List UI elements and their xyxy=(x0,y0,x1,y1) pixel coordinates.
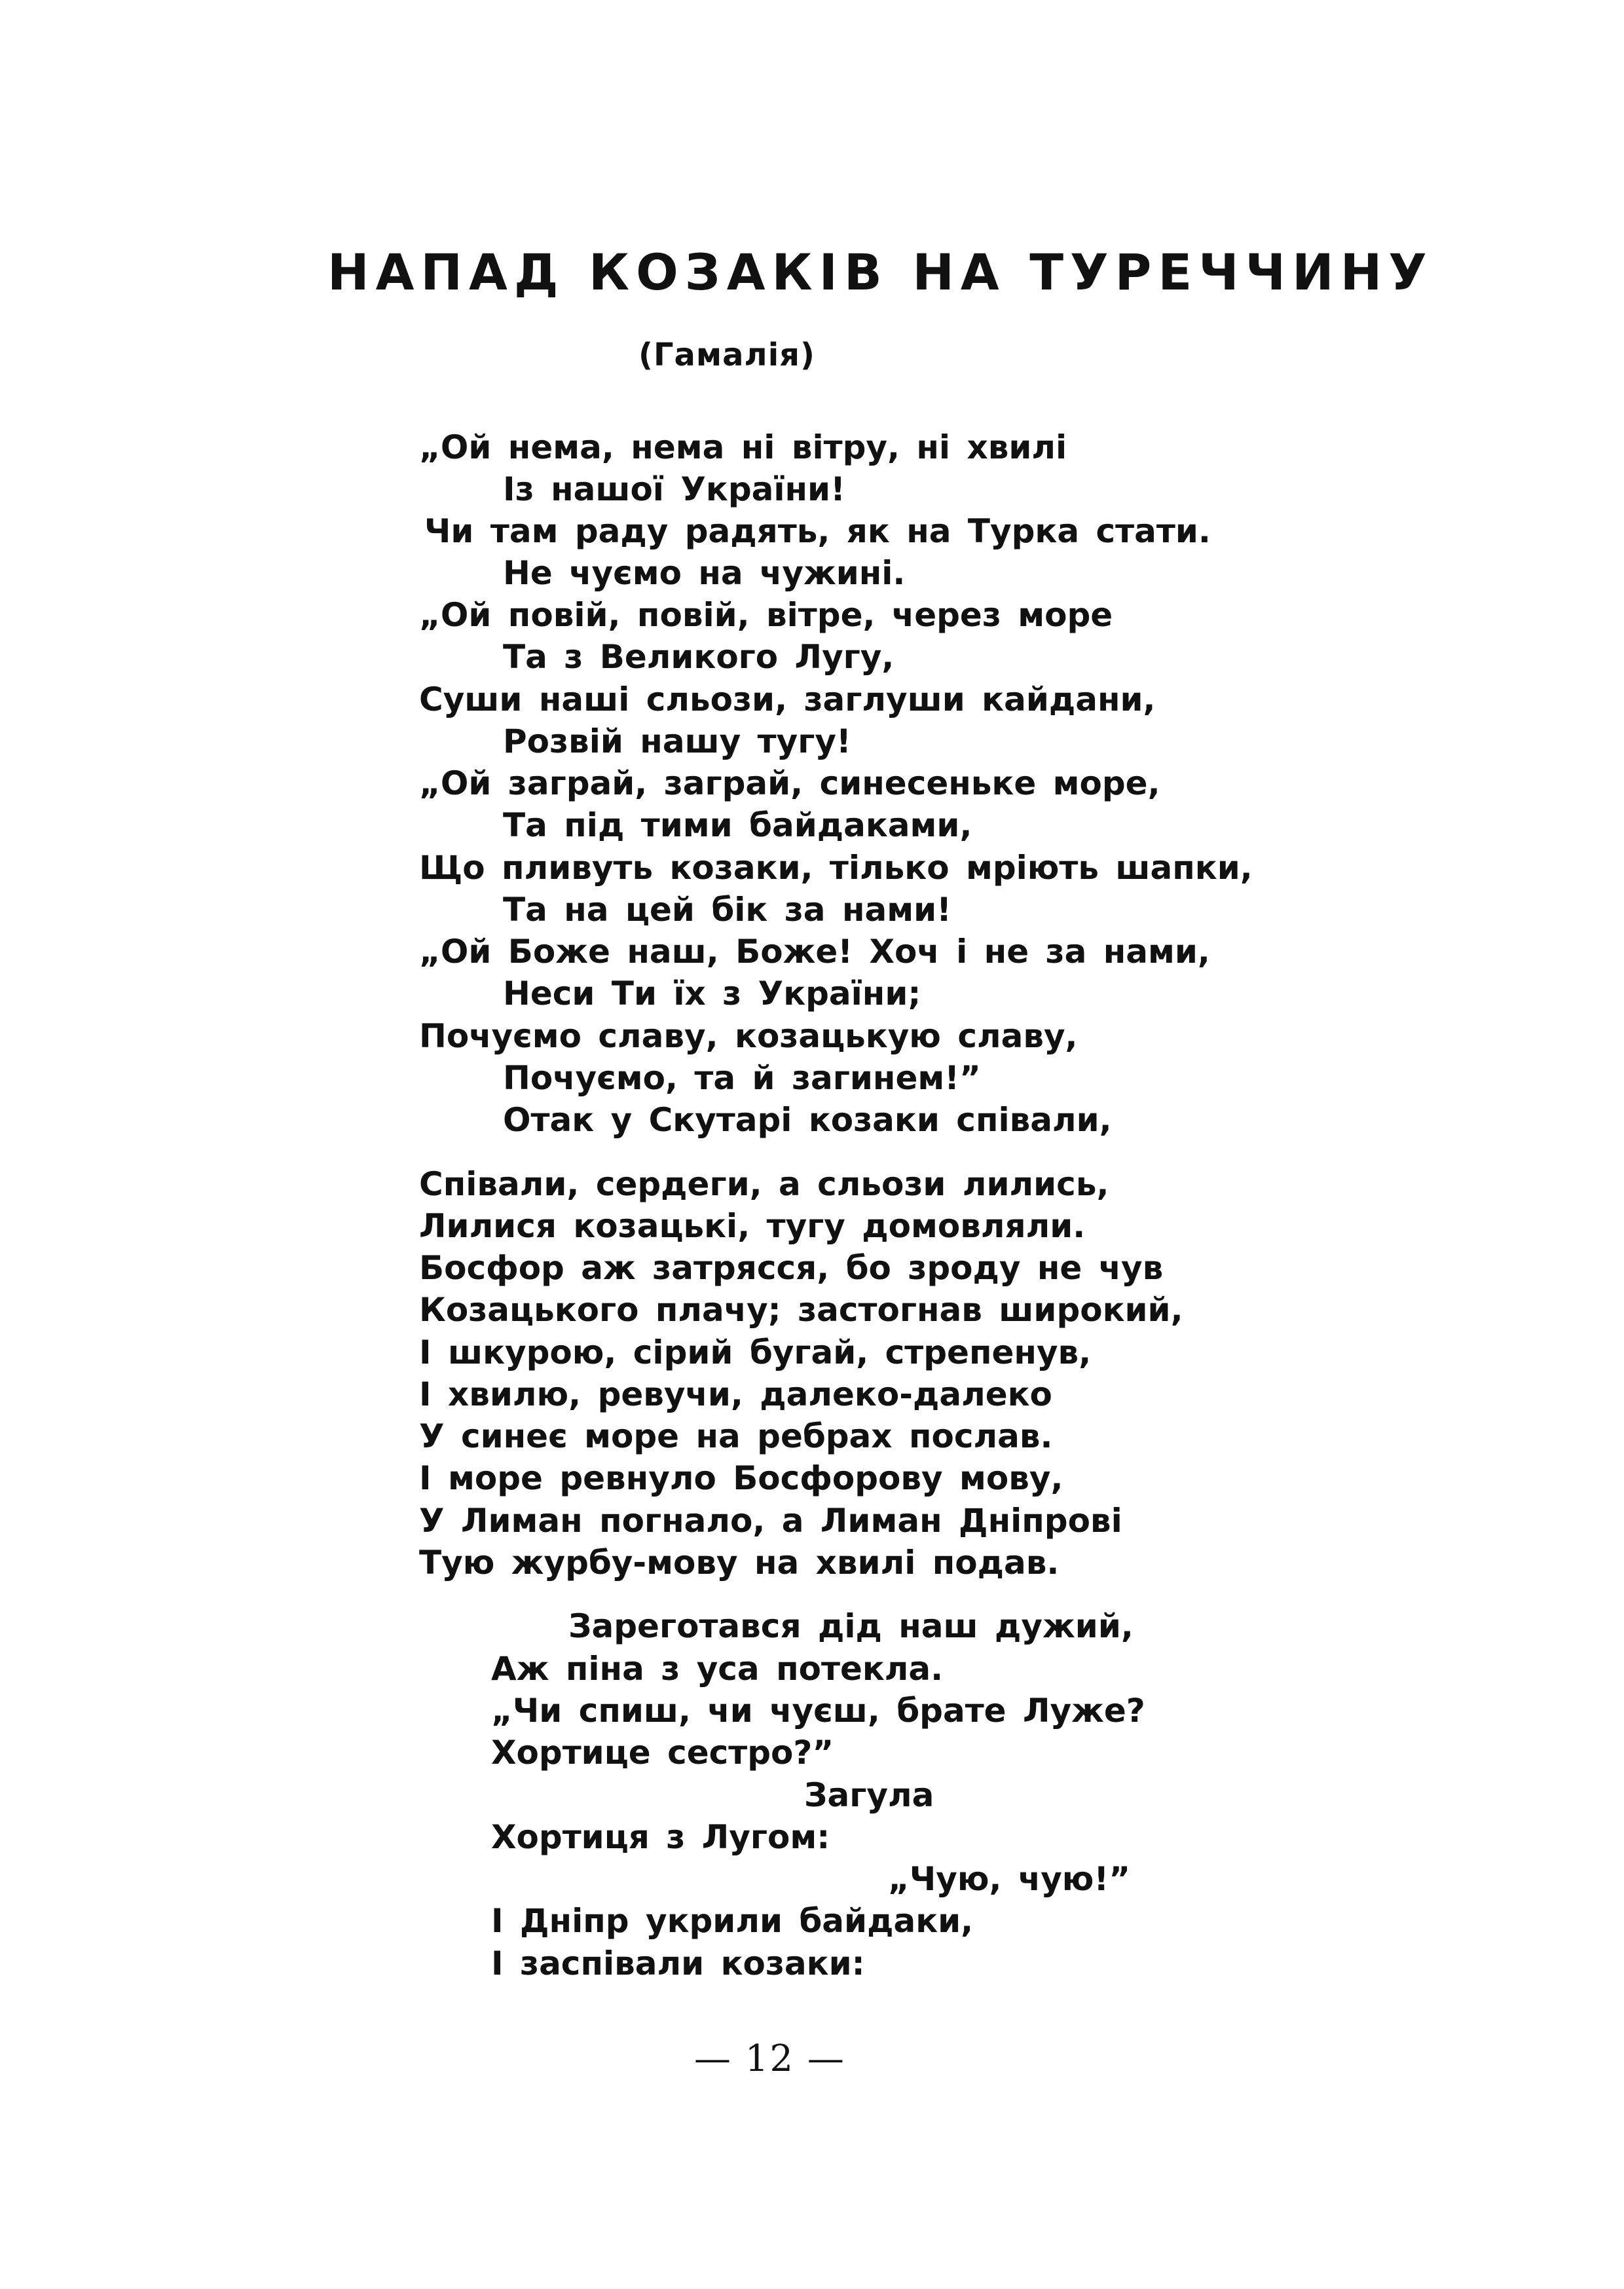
poem-line: Тую журбу-мову на хвилі подав. xyxy=(419,1544,1060,1582)
poem-line: Розвій нашу тугу! xyxy=(503,722,851,760)
poem-line: Аж піна з уса потекла. xyxy=(491,1650,944,1688)
poem-line: Не чуємо на чужині. xyxy=(503,554,906,592)
poem-line: У Лиман погнало, а Лиман Дніпрові xyxy=(419,1502,1122,1540)
poem-line: Хортиця з Лугом: xyxy=(491,1818,830,1856)
poem-title: НАПАД КОЗАКІВ НА ТУРЕЧЧИНУ xyxy=(327,243,1433,301)
poem-line: Та під тими байдаками, xyxy=(503,806,972,844)
poem-line: Чи там раду радять, як на Турка стати. xyxy=(424,512,1211,550)
poem-line: Та з Великого Лугу, xyxy=(503,638,895,676)
poem-line: І заспівали козаки: xyxy=(491,1945,865,1982)
poem-line: Суши наші сльози, заглуши кайдани, xyxy=(419,680,1156,718)
poem-line: І Дніпр укрили байдаки, xyxy=(491,1902,974,1940)
poem-line: „Чи спиш, чи чуєш, брате Луже? xyxy=(491,1692,1145,1730)
poem-line: Босфор аж затрясся, бо зроду не чув xyxy=(419,1249,1164,1287)
poem-line: Неси Ти їх з України; xyxy=(503,975,921,1013)
poem-line: Отак у Скутарі козаки співали, xyxy=(503,1101,1112,1139)
poem-line: Зареготався дід наш дужий, xyxy=(568,1607,1134,1645)
poem-subtitle: (Гамалія) xyxy=(638,337,815,373)
poem-line: І шкурою, сірий бугай, стрепенув, xyxy=(419,1333,1092,1371)
poem-line: Співали, сердеги, а сльози лились, xyxy=(419,1165,1109,1203)
poem-line: У синеє море на ребрах послав. xyxy=(419,1417,1053,1455)
poem-line: „Ой Боже наш, Боже! Хоч і не за нами, xyxy=(419,933,1210,971)
poem-line: „Ой заграй, заграй, синесенькe море, xyxy=(419,764,1160,802)
poem-line: Хортице сестро?” xyxy=(491,1734,834,1772)
poem-line: „Ой повій, повій, вітре, через море xyxy=(419,596,1113,634)
poem-line: Що пливуть козаки, тілько мріють шапки, xyxy=(419,849,1253,887)
poem-line: „Чую, чую!” xyxy=(888,1860,1131,1898)
poem-line: Із нашої України! xyxy=(503,470,845,508)
poem-line: І хвилю, ревучи, далеко-далеко xyxy=(419,1375,1052,1413)
poem-line: Та на цей бік за нами! xyxy=(503,891,951,929)
poem-line: Загула xyxy=(804,1776,934,1814)
page-number: — 12 — xyxy=(694,2038,845,2080)
poem-line: Почуємо, та й загинем!” xyxy=(503,1059,981,1097)
poem-line: Почуємо славу, козацькую славу, xyxy=(419,1017,1078,1055)
poem-line: І море ревнуло Босфорову мову, xyxy=(419,1459,1063,1497)
poem-line: „Ой нема, нема ні вітру, ні хвилі xyxy=(419,428,1067,466)
poem-line: Козацького плачу; застогнав широкий, xyxy=(419,1291,1183,1329)
poem-line: Лилися козацькі, тугу домовляли. xyxy=(419,1207,1086,1245)
